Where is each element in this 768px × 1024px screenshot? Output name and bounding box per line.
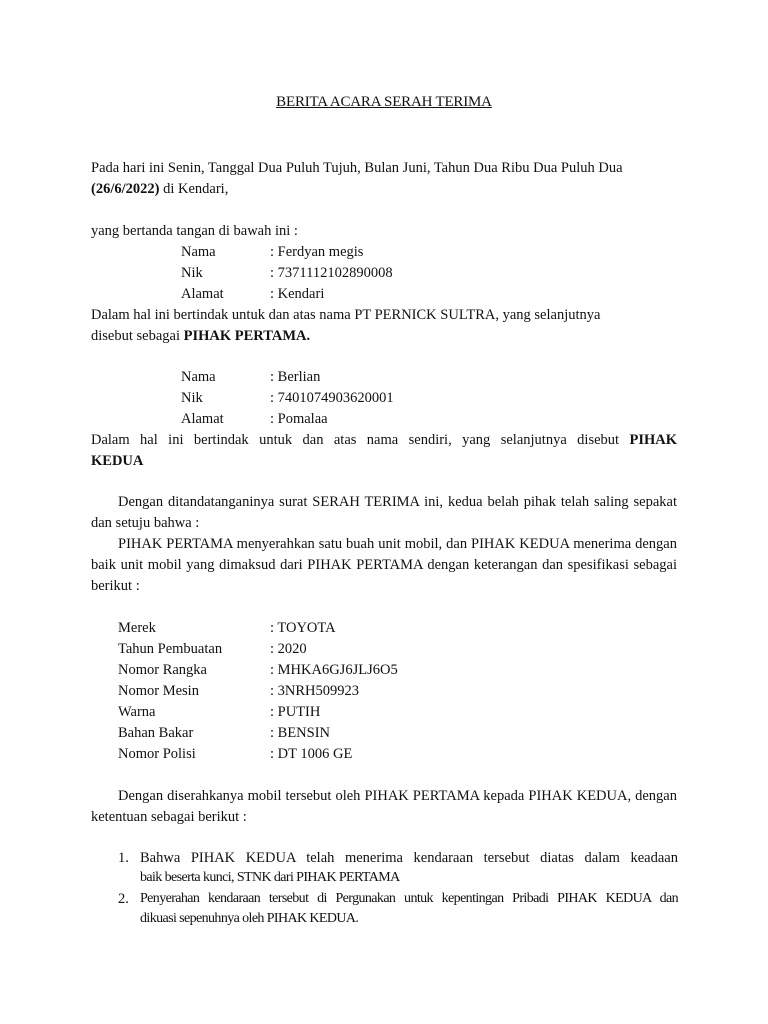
document-title: BERITA ACARA SERAH TERIMA bbox=[276, 94, 492, 110]
condition-text-2 bbox=[140, 889, 678, 929]
party2-label-address: Alamat bbox=[181, 411, 224, 427]
party2-role-part1: PIHAK bbox=[629, 432, 677, 448]
party1-value-address: : Kendari bbox=[270, 286, 325, 302]
spec-label-year: Tahun Pembuatan bbox=[118, 641, 223, 657]
party1-value-nik: : 7371112102890008 bbox=[270, 265, 393, 281]
condition-number-2: 2. bbox=[118, 891, 129, 907]
spec-value-brand: : TOYOTA bbox=[270, 620, 336, 636]
party1-value-name: : Ferdyan megis bbox=[270, 244, 364, 260]
party2-row-name bbox=[0, 367, 768, 388]
party2-role-part2: KEDUA bbox=[91, 453, 144, 469]
party1-label-nik: Nik bbox=[181, 265, 203, 281]
agreement-paragraph-1: Dengan ditandatanganinya surat SERAH TERIMA ini, kedua belah pihak telah saling sepakat dan setuju bahwa : bbox=[91, 494, 677, 531]
intro-date: (26/6/2022) bbox=[91, 181, 160, 197]
condition-text-2-line-2: dikuasi sepenuhnya oleh PIHAK KEDUA. bbox=[140, 911, 359, 926]
party2-value-nik: : 7401074903620001 bbox=[270, 390, 394, 406]
party2-statement-line-1 bbox=[91, 430, 677, 451]
spec-row-brand bbox=[0, 618, 768, 639]
spec-row-chassis bbox=[0, 660, 768, 681]
spec-row-color bbox=[0, 702, 768, 723]
party1-label-name: Nama bbox=[181, 244, 216, 260]
spec-value-color: : PUTIH bbox=[270, 704, 321, 720]
spec-value-engine: : 3NRH509923 bbox=[270, 683, 360, 699]
spec-label-engine: Nomor Mesin bbox=[118, 683, 199, 699]
spec-row-engine bbox=[0, 681, 768, 702]
intro-paragraph bbox=[91, 158, 677, 200]
party1-statement bbox=[91, 305, 677, 347]
party1-label-address: Alamat bbox=[181, 286, 224, 302]
party2-statement bbox=[91, 430, 677, 472]
intro-place: di Kendari, bbox=[159, 181, 229, 197]
party2-label-name: Nama bbox=[181, 369, 216, 385]
spec-row-fuel bbox=[0, 723, 768, 744]
condition-text-1-line-1: Bahwa PIHAK KEDUA telah menerima kendaraan tersebut diatas dalam keadaan bbox=[140, 850, 678, 866]
party2-value-name: : Berlian bbox=[270, 369, 321, 385]
condition-number-1: 1. bbox=[118, 850, 129, 866]
party2-row-address bbox=[0, 409, 768, 430]
intro-line-1: Pada hari ini Senin, Tanggal Dua Puluh Tujuh, Bulan Juni, Tahun Dua Ribu Dua Puluh Dua bbox=[91, 160, 623, 176]
spec-value-plate: : DT 1006 GE bbox=[270, 746, 353, 762]
spec-value-chassis: : MHKA6GJ6JLJ6O5 bbox=[270, 662, 398, 678]
spec-label-plate: Nomor Polisi bbox=[118, 746, 196, 762]
intro-line-2 bbox=[91, 179, 677, 200]
spec-label-fuel: Bahan Bakar bbox=[118, 725, 194, 741]
party2-row-nik bbox=[0, 388, 768, 409]
condition-text-2-line-1: Penyerahan kendaraan tersebut di Pergunakan untuk kepentingan Pribadi PIHAK KEDUA dan bbox=[140, 891, 678, 906]
spec-label-color: Warna bbox=[118, 704, 156, 720]
party2-label-nik: Nik bbox=[181, 390, 203, 406]
party1-row-address bbox=[0, 284, 768, 305]
spec-row-year bbox=[0, 639, 768, 660]
party2-statement-line-2 bbox=[91, 451, 677, 472]
party1-row-nik bbox=[0, 263, 768, 284]
signatory-intro: yang bertanda tangan di bawah ini : bbox=[91, 223, 298, 239]
party1-statement-line-1: Dalam hal ini bertindak untuk dan atas nama PT PERNICK SULTRA, yang selanjutnya bbox=[91, 307, 601, 323]
condition-text-1-line-2: baik beserta kunci, STNK dari PIHAK PERTAMA bbox=[140, 870, 400, 885]
agreement-paragraph-2: PIHAK PERTAMA menyerahkan satu buah unit mobil, dan PIHAK KEDUA menerima dengan baik unit mobil yang dimaksud dari PIHAK PERTAMA dengan keterangan dan spesifikasi sebagai berikut : bbox=[91, 536, 677, 594]
party2-value-address: : Pomalaa bbox=[270, 411, 328, 427]
party2-statement-prefix: Dalam hal ini bertindak untuk dan atas nama sendiri, yang selanjutnya disebut bbox=[91, 432, 630, 448]
party1-role: PIHAK PERTAMA. bbox=[183, 328, 311, 344]
party1-statement-line-2 bbox=[91, 326, 677, 347]
conditions-intro: Dengan diserahkanya mobil tersebut oleh PIHAK PERTAMA kepada PIHAK KEDUA, dengan ketentuan sebagai berikut : bbox=[91, 788, 677, 825]
spec-row-plate bbox=[0, 744, 768, 765]
party1-row-name bbox=[0, 242, 768, 263]
condition-text-1 bbox=[140, 848, 678, 888]
spec-value-year: : 2020 bbox=[270, 641, 307, 657]
spec-label-chassis: Nomor Rangka bbox=[118, 662, 207, 678]
party1-statement-prefix: disebut sebagai bbox=[91, 328, 184, 344]
spec-label-brand: Merek bbox=[118, 620, 156, 636]
spec-value-fuel: : BENSIN bbox=[270, 725, 331, 741]
